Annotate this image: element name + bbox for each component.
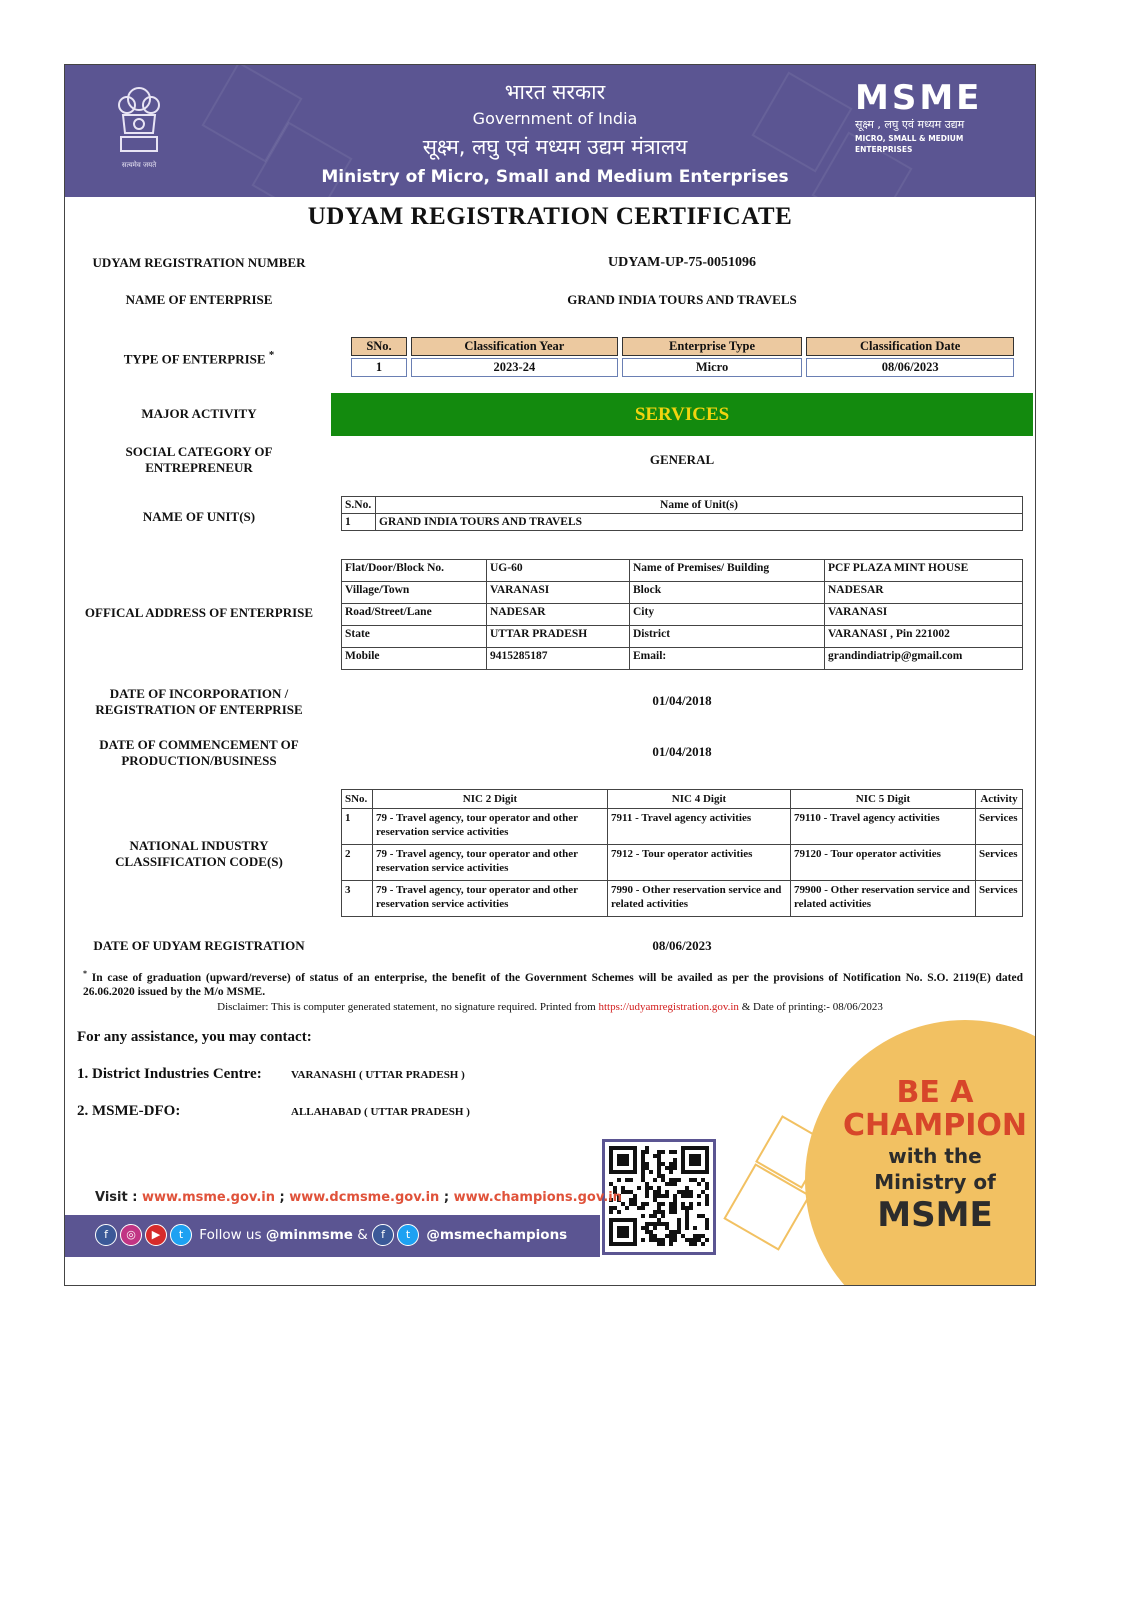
dfo-value: ALLAHABAD ( UTTAR PRADESH ) [291, 1106, 470, 1118]
instagram-icon[interactable]: ◎ [120, 1224, 142, 1246]
separator: ; [443, 1190, 450, 1205]
type-label-text: TYPE OF ENTERPRISE [123, 351, 266, 367]
nic-cell: 3 [342, 881, 373, 917]
cls-header: Classification Date [806, 337, 1014, 356]
nic-cell: 2 [342, 845, 373, 881]
nic-cell: 79900 - Other reservation service and related activities [791, 881, 976, 917]
address-key: City [630, 604, 825, 626]
twitter-icon[interactable]: t [397, 1224, 419, 1246]
address-key: Email: [630, 648, 825, 670]
cls-header: SNo. [351, 337, 407, 356]
nic-cell: Services [976, 809, 1023, 845]
emblem-caption: सत्यमेव जयते [121, 161, 157, 169]
nic-table [341, 789, 1023, 917]
address-value: UG-60 [487, 560, 630, 582]
address-value: NADESAR [825, 582, 1023, 604]
champion-line-5: MSME [877, 1195, 993, 1235]
incorporation-label: DATE OF INCORPORATION / REGISTRATION OF ENTERPRISE [95, 686, 303, 717]
address-key: Mobile [342, 648, 487, 670]
hindi-line-2: सूक्ष्म, लघु एवं मध्यम उद्यम मंत्रालय [422, 135, 688, 159]
government-heading [305, 77, 805, 191]
cls-cell: 2023-24 [411, 358, 618, 377]
units-header: Name of Unit(s) [376, 497, 1023, 514]
address-value: NADESAR [487, 604, 630, 626]
address-value: VARANASI , Pin 221002 [825, 626, 1023, 648]
address-email[interactable]: grandindiatrip@gmail.com [825, 648, 1023, 670]
nic-header: NIC 5 Digit [791, 790, 976, 809]
separator: ; [279, 1190, 285, 1205]
nic-header: SNo. [342, 790, 373, 809]
reg-number: UDYAM-UP-75-0051096 [607, 255, 757, 270]
disclaimer [65, 1001, 1035, 1013]
disclaimer-date: & Date of printing:- 08/06/2023 [738, 1001, 883, 1013]
site-link-msme[interactable]: www.msme.gov.in [141, 1190, 275, 1205]
visit-label: Visit : [95, 1190, 138, 1205]
follow-prefix: Follow us [199, 1227, 262, 1243]
certificate-title: UDYAM REGISTRATION CERTIFICATE [307, 203, 793, 230]
type-label [65, 347, 333, 367]
table-row [342, 845, 1023, 881]
address-table [341, 559, 1023, 670]
address-value: VARANASI [825, 604, 1023, 626]
nic-cell: 79 - Travel agency, tour operator and other reservation service activities [373, 809, 608, 845]
table-row [342, 582, 1023, 604]
address-key: State [342, 626, 487, 648]
major-activity-bar: SERVICES [331, 393, 1033, 436]
champion-line-3: with the [888, 1144, 982, 1168]
cls-cell: Micro [622, 358, 803, 377]
english-line-1: Government of India [472, 109, 638, 128]
disclaimer-text: Disclaimer: This is computer generated statement, no signature required. Printed from [217, 1001, 599, 1013]
nic-label: NATIONAL INDUSTRY CLASSIFICATION CODE(S) [115, 838, 283, 869]
address-value: VARANASI [487, 582, 630, 604]
table-row [342, 560, 1023, 582]
social-category-label: SOCIAL CATEGORY OF ENTREPRENEUR [125, 444, 273, 475]
address-value: 9415285187 [487, 648, 630, 670]
dic-label: 1. District Industries Centre: [77, 1066, 262, 1082]
social-category: GENERAL [649, 452, 715, 467]
table-row [342, 514, 1023, 531]
reg-number-label: UDYAM REGISTRATION NUMBER [92, 255, 306, 270]
dfo-label: 2. MSME-DFO: [77, 1103, 181, 1119]
nic-cell: 7911 - Travel agency activities [608, 809, 791, 845]
enterprise-name-label: NAME OF ENTERPRISE [125, 292, 273, 307]
commencement-date: 01/04/2018 [652, 744, 712, 759]
nic-cell: 79120 - Tour operator activities [791, 845, 976, 881]
msme-logo [855, 79, 1005, 155]
classification-table [347, 335, 1018, 379]
nic-header: NIC 4 Digit [608, 790, 791, 809]
champion-text [835, 1077, 1035, 1235]
incorporation-date: 01/04/2018 [652, 693, 712, 708]
address-key: Flat/Door/Block No. [342, 560, 487, 582]
units-label: NAME OF UNIT(S) [142, 509, 256, 524]
table-row [342, 881, 1023, 917]
site-link-champions[interactable]: www.champions.gov.in [453, 1190, 622, 1205]
address-key: District [630, 626, 825, 648]
units-cell: 1 [342, 514, 376, 531]
address-value: UTTAR PRADESH [487, 626, 630, 648]
cls-header: Enterprise Type [622, 337, 803, 356]
cls-cell: 08/06/2023 [806, 358, 1014, 377]
nic-header: NIC 2 Digit [373, 790, 608, 809]
enterprise-name: GRAND INDIA TOURS AND TRAVELS [567, 292, 797, 307]
note-mark: * [83, 969, 87, 978]
site-link-dcmsme[interactable]: www.dcmsme.gov.in [289, 1190, 440, 1205]
graduation-note [83, 967, 1023, 999]
certificate [64, 64, 1036, 1286]
dic-value: VARANASHI ( UTTAR PRADESH ) [291, 1069, 465, 1081]
header-banner [65, 65, 1035, 197]
youtube-icon[interactable]: ▶ [145, 1224, 167, 1246]
twitter-icon[interactable]: t [170, 1224, 192, 1246]
handle-minmsme[interactable]: @minmsme [265, 1227, 353, 1243]
type-label-mark: * [268, 349, 275, 361]
units-table [341, 496, 1023, 531]
nic-cell: 79 - Travel agency, tour operator and other reservation service activities [373, 845, 608, 881]
note-text: In case of graduation (upward/reverse) of status of an enterprise, the benefit of the Government Schemes will be availed as per the provisions of Notification No. S.O. 2119(E) dated 26.06.2020 issued by the M/o MSME. [83, 971, 1024, 998]
address-key: Name of Premises/ Building [630, 560, 825, 582]
table-row [342, 626, 1023, 648]
nic-cell: 79110 - Travel agency activities [791, 809, 976, 845]
address-key: Road/Street/Lane [342, 604, 487, 626]
nic-cell: 7912 - Tour operator activities [608, 845, 791, 881]
nic-cell: Services [976, 845, 1023, 881]
udyam-date-label: DATE OF UDYAM REGISTRATION [93, 938, 305, 953]
table-row [342, 604, 1023, 626]
nic-header: Activity [976, 790, 1023, 809]
cls-cell: 1 [351, 358, 407, 377]
table-row [342, 809, 1023, 845]
table-row [351, 358, 1014, 377]
visit-line [95, 1190, 622, 1205]
commencement-label: DATE OF COMMENCEMENT OF PRODUCTION/BUSINESS [99, 737, 299, 768]
msme-logo-hindi: सूक्ष्म , लघु एवं मध्यम उद्यम [855, 118, 965, 131]
msme-logo-english: MICRO, SMALL & MEDIUM ENTERPRISES [855, 134, 964, 154]
nic-cell: 1 [342, 809, 373, 845]
champion-line-1: BE A [896, 1075, 974, 1110]
assistance-heading: For any assistance, you may contact: [77, 1029, 312, 1045]
facebook-icon[interactable]: f [372, 1224, 394, 1246]
handle-msmechampions[interactable]: @msmechampions [426, 1227, 568, 1243]
udyam-date: 08/06/2023 [652, 938, 712, 953]
major-activity-label: MAJOR ACTIVITY [141, 406, 257, 421]
ampersand: & [357, 1227, 368, 1243]
disclaimer-link[interactable]: https://udyamregistration.gov.in [598, 1001, 739, 1013]
address-key: Village/Town [342, 582, 487, 604]
address-key: Block [630, 582, 825, 604]
english-line-2: Ministry of Micro, Small and Medium Enterprises [321, 167, 789, 187]
nic-cell: 79 - Travel agency, tour operator and other reservation service activities [373, 881, 608, 917]
address-value: PCF PLAZA MINT HOUSE [825, 560, 1023, 582]
units-header: S.No. [342, 497, 376, 514]
champion-line-2: CHAMPION [843, 1108, 1027, 1143]
hindi-line-1: भारत सरकार [504, 80, 606, 104]
units-cell: GRAND INDIA TOURS AND TRAVELS [376, 514, 1023, 531]
national-emblem-icon [109, 81, 169, 177]
champion-line-4: Ministry of [874, 1170, 996, 1194]
cls-header: Classification Year [411, 337, 618, 356]
address-label: OFFICAL ADDRESS OF ENTERPRISE [84, 605, 314, 620]
facebook-icon[interactable]: f [95, 1224, 117, 1246]
social-footer [65, 1215, 600, 1257]
msme-logo-mark: MSME [855, 78, 983, 118]
table-row [342, 648, 1023, 670]
nic-cell: 7990 - Other reservation service and related activities [608, 881, 791, 917]
nic-cell: Services [976, 881, 1023, 917]
